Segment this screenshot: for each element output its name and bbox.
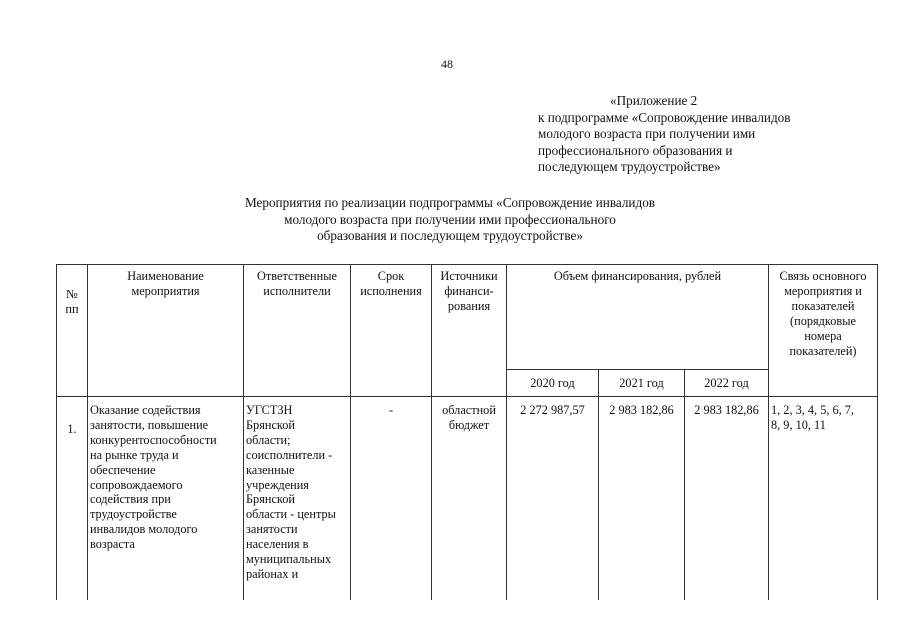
measures-table	[56, 264, 878, 600]
row1-term: -	[388, 403, 394, 417]
row1-num: 1.	[67, 422, 77, 436]
header-responsible: Ответственные исполнители	[257, 269, 337, 298]
page-number: 48	[441, 57, 453, 71]
row1-amount-2022: 2 983 182,86	[694, 403, 759, 417]
header-source: Источники финанси- рования	[440, 269, 498, 313]
table-divider	[243, 265, 244, 600]
table-divider	[87, 265, 88, 600]
row1-responsible: УГСТЗН Брянской области; соисполнители - казенные учреждения Брянской области - центры занятости населения в муниципальных районах и	[246, 403, 336, 581]
title-line: Мероприятия по реализации подпрограммы «Сопровождение инвалидов	[244, 195, 656, 210]
row1-amount-2020: 2 272 987,57	[520, 403, 585, 417]
header-year-2020: 2020 год	[530, 376, 575, 390]
header-num: № пп	[65, 287, 79, 316]
appendix-line: молодого возраста при получении ими	[538, 126, 756, 142]
row1-amount-2021: 2 983 182,86	[609, 403, 674, 417]
document-title	[200, 195, 700, 245]
header-term: Срок исполнения	[360, 269, 422, 298]
title-line: образования и последующем трудоустройстве»	[317, 228, 583, 244]
appendix-line: «Приложение 2	[610, 93, 698, 108]
header-name: Наименование мероприятия	[127, 269, 204, 298]
title-line: молодого возраста при получении ими профессионального	[284, 211, 616, 227]
table-divider	[506, 265, 507, 600]
appendix-line: последующем трудоустройстве»	[538, 159, 721, 175]
row1-name: Оказание содействия занятости, повышение конкурентоспособности на рынке труда и обеспечение сопровождаемого содействия при трудоустройстве инвалидов молодого возраста	[90, 403, 217, 552]
header-funding: Объем финансирования, рублей	[553, 269, 722, 283]
appendix-line: к подпрограмме «Сопровождение инвалидов	[538, 109, 791, 125]
table-divider	[57, 396, 877, 397]
row1-indicator-link: 1, 2, 3, 4, 5, 6, 7, 8, 9, 10, 11	[771, 403, 855, 432]
appendix-note	[538, 93, 791, 176]
row1-source: областной бюджет	[442, 403, 496, 432]
header-year-2021: 2021 год	[619, 376, 664, 390]
header-indicator-link: Связь основного мероприятия и показателей (порядковые номера показателей)	[779, 269, 867, 358]
header-year-2022: 2022 год	[704, 376, 749, 390]
table-divider	[506, 369, 768, 370]
appendix-line: профессионального образования и	[538, 142, 733, 158]
table-divider	[350, 265, 351, 600]
